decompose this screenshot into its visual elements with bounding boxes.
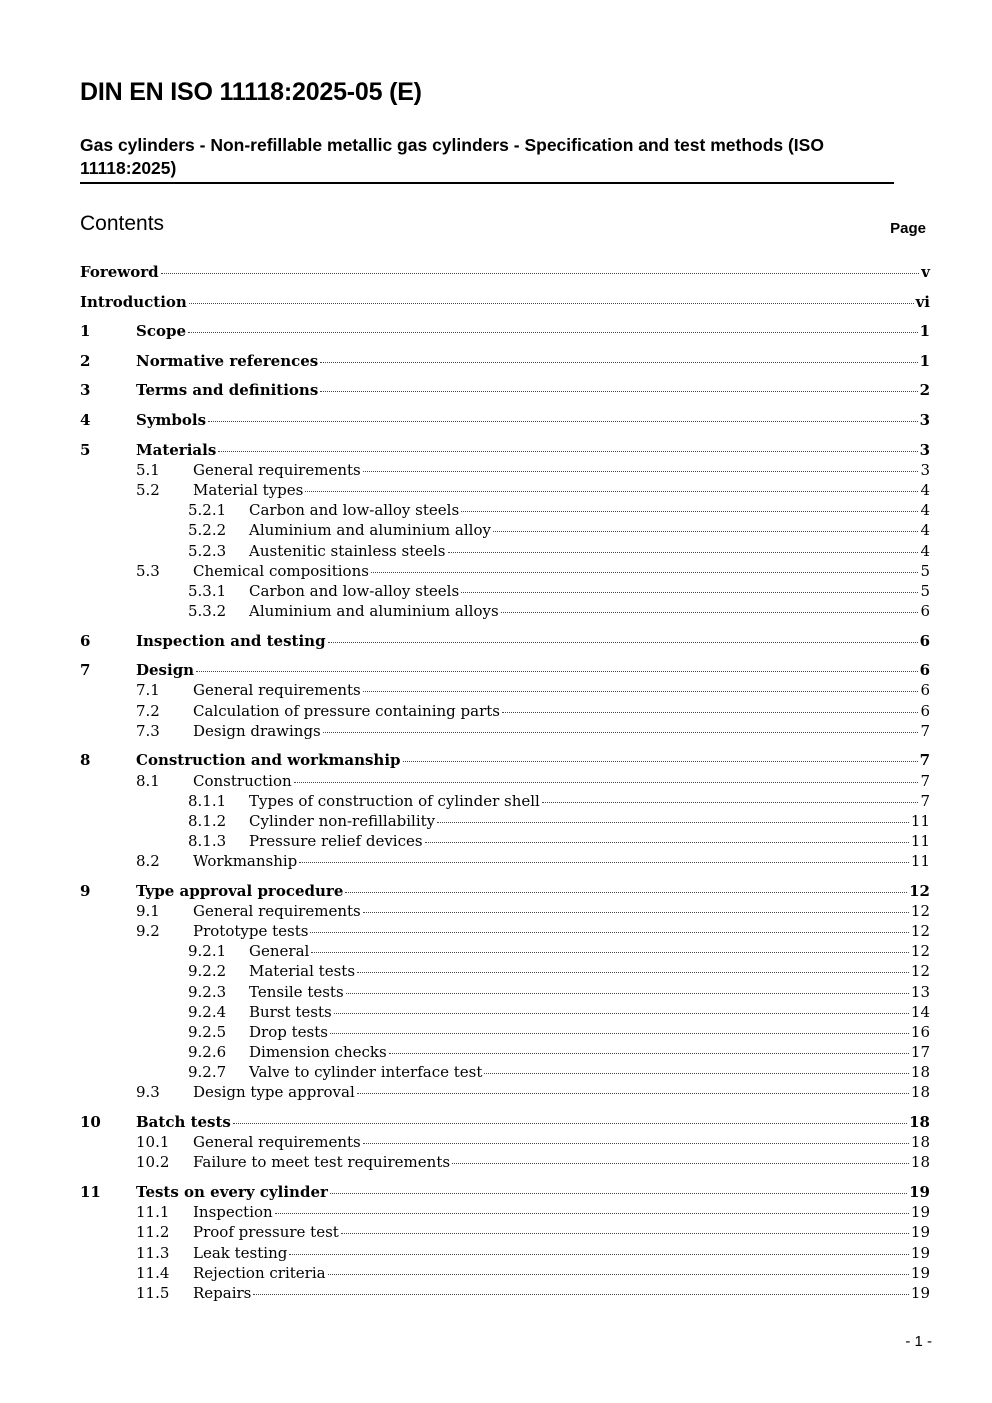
toc-entry[interactable]	[80, 1002, 930, 1024]
toc-entry-number: 5.2	[136, 481, 160, 499]
contents-heading: Contents	[80, 212, 165, 235]
toc-dot-leader	[218, 450, 917, 452]
toc-entry-page: 19	[910, 1223, 930, 1241]
toc-entry[interactable]	[80, 881, 930, 903]
toc-entry[interactable]	[80, 1182, 930, 1204]
toc-dot-leader	[357, 1092, 909, 1094]
toc-dot-leader	[461, 510, 918, 512]
toc-entry-page: 3	[919, 411, 930, 429]
toc-entry[interactable]	[80, 721, 930, 743]
toc-entry[interactable]	[80, 1132, 930, 1154]
toc-entry-number: 9.1	[136, 902, 160, 920]
toc-entry-number: 1	[80, 322, 91, 340]
toc-entry-title: Inspection and testing	[136, 632, 326, 650]
toc-entry-number: 11.5	[136, 1284, 170, 1302]
toc-entry[interactable]	[80, 410, 930, 432]
toc-dot-leader	[189, 302, 914, 304]
toc-entry-page: 5	[920, 582, 930, 600]
toc-entry[interactable]	[80, 1082, 930, 1104]
toc-entry-title: Scope	[136, 322, 187, 340]
toc-entry[interactable]	[80, 480, 930, 502]
toc-entry-title: Material types	[193, 481, 304, 499]
toc-entry-title: Drop tests	[249, 1023, 328, 1041]
toc-entry-number: 10	[80, 1113, 101, 1131]
toc-entry-page: 19	[909, 1183, 930, 1201]
toc-entry-page: 3	[920, 461, 930, 479]
toc-entry-page: 4	[920, 521, 930, 539]
toc-entry-title: Repairs	[193, 1284, 252, 1302]
toc-entry-page: 6	[919, 632, 930, 650]
toc-dot-leader	[161, 272, 920, 274]
toc-entry-title: Tests on every cylinder	[136, 1183, 328, 1201]
toc-dot-leader	[448, 551, 919, 553]
toc-entry-title: Chemical compositions	[193, 562, 369, 580]
toc-entry-title: Inspection	[193, 1203, 273, 1221]
toc-entry[interactable]	[80, 831, 930, 853]
toc-dot-leader	[294, 781, 919, 783]
toc-entry[interactable]	[80, 1202, 930, 1224]
toc-dot-leader	[484, 1072, 909, 1074]
toc-entry-page: 6	[920, 681, 930, 699]
toc-dot-leader	[425, 841, 909, 843]
toc-entry-number: 5.1	[136, 461, 160, 479]
toc-entry-title: Failure to meet test requirements	[193, 1153, 451, 1171]
toc-entry-page: 14	[910, 1003, 930, 1021]
toc-entry-page: 19	[910, 1244, 930, 1262]
toc-entry-title: Tensile tests	[249, 983, 344, 1001]
toc-dot-leader	[334, 1012, 909, 1014]
toc-entry[interactable]	[80, 771, 930, 793]
toc-entry-page: 7	[920, 772, 930, 790]
toc-entry-page: 7	[919, 751, 930, 769]
toc-entry-number: 5.2.1	[188, 501, 227, 519]
toc-entry-page: 19	[910, 1284, 930, 1302]
toc-entry[interactable]	[80, 1283, 930, 1305]
toc-entry-page: 12	[910, 902, 930, 920]
toc-entry[interactable]	[80, 1112, 930, 1134]
toc-entry-number: 3	[80, 381, 91, 399]
toc-entry-number: 9.2.6	[188, 1043, 227, 1061]
toc-dot-leader	[289, 1253, 909, 1255]
toc-entry-title: Types of construction of cylinder shell	[249, 792, 540, 810]
toc-entry-title: Design drawings	[193, 722, 321, 740]
toc-entry-page: 12	[910, 942, 930, 960]
toc-entry-title: Carbon and low-alloy steels	[249, 582, 460, 600]
toc-entry-number: 9	[80, 882, 91, 900]
toc-dot-leader	[233, 1122, 907, 1124]
toc-entry-title: Terms and definitions	[136, 381, 319, 399]
toc-entry-page: 1	[919, 352, 930, 370]
toc-entry-page: 12	[910, 962, 930, 980]
toc-entry-title: Aluminium and aluminium alloys	[249, 602, 499, 620]
toc-entry-number: 9.2.2	[188, 962, 227, 980]
toc-entry-page: 11	[910, 812, 930, 830]
toc-entry-page: 18	[909, 1113, 930, 1131]
toc-dot-leader	[328, 641, 918, 643]
toc-entry-page: 18	[910, 1083, 930, 1101]
toc-entry-number: 5.2.3	[188, 542, 227, 560]
toc-entry-title: General requirements	[193, 902, 361, 920]
toc-entry[interactable]	[80, 901, 930, 923]
toc-entry-title: Construction	[193, 772, 292, 790]
toc-dot-leader	[311, 951, 909, 953]
toc-entry[interactable]	[80, 660, 930, 682]
toc-dot-leader	[346, 992, 909, 994]
toc-entry-title: Normative references	[136, 352, 319, 370]
toc-entry-number: 5.3	[136, 562, 160, 580]
toc-dot-leader	[363, 1142, 909, 1144]
toc-entry-number: 5.3.1	[188, 582, 227, 600]
toc-dot-leader	[320, 361, 917, 363]
toc-entry-title: Prototype tests	[193, 922, 309, 940]
toc-entry-title: Burst tests	[249, 1003, 332, 1021]
toc-entry-number: 11.3	[136, 1244, 170, 1262]
toc-entry-title: Rejection criteria	[193, 1264, 326, 1282]
toc-entry[interactable]	[80, 941, 930, 963]
toc-entry-number: 7	[80, 661, 91, 679]
toc-entry[interactable]	[80, 292, 930, 314]
toc-entry[interactable]	[80, 1022, 930, 1044]
toc-dot-leader	[357, 971, 909, 973]
toc-entry-title: General requirements	[193, 681, 361, 699]
toc-entry-number: 9.2	[136, 922, 160, 940]
toc-entry-number: 7.2	[136, 702, 160, 720]
toc-entry-page: 2	[919, 381, 930, 399]
toc-dot-leader	[363, 690, 919, 692]
toc-entry-title: Type approval procedure	[136, 882, 344, 900]
toc-dot-leader	[328, 1273, 909, 1275]
toc-entry[interactable]	[80, 581, 930, 603]
toc-entry-title: Design	[136, 661, 195, 679]
toc-dot-leader	[363, 911, 909, 913]
toc-entry-page: 1	[919, 322, 930, 340]
toc-dot-leader	[196, 670, 917, 672]
toc-entry-page: 17	[910, 1043, 930, 1061]
toc-entry-number: 9.2.5	[188, 1023, 227, 1041]
toc-entry[interactable]	[80, 750, 930, 772]
toc-entry[interactable]	[80, 982, 930, 1004]
toc-entry-title: Valve to cylinder interface test	[249, 1063, 483, 1081]
toc-dot-leader	[310, 931, 908, 933]
toc-dot-leader	[323, 731, 919, 733]
toc-entry-number: 5	[80, 441, 91, 459]
toc-entry[interactable]	[80, 961, 930, 983]
toc-entry-page: vi	[915, 293, 930, 311]
toc-entry-number: 9.2.3	[188, 983, 227, 1001]
toc-entry[interactable]	[80, 520, 930, 542]
toc-dot-leader	[341, 1232, 909, 1234]
toc-entry-number: 11	[80, 1183, 101, 1201]
toc-entry-title: Pressure relief devices	[249, 832, 423, 850]
toc-entry-title: General requirements	[193, 461, 361, 479]
toc-dot-leader	[320, 390, 917, 392]
toc-entry[interactable]	[80, 500, 930, 522]
toc-dot-leader	[371, 571, 919, 573]
toc-dot-leader	[542, 801, 919, 803]
toc-entry[interactable]	[80, 262, 930, 284]
toc-entry-title: Foreword	[80, 263, 159, 281]
toc-entry-title: Proof pressure test	[193, 1223, 339, 1241]
footer-page-number: - 1 -	[905, 1333, 932, 1350]
toc-entry-title: Leak testing	[193, 1244, 288, 1262]
toc-entry[interactable]	[80, 1222, 930, 1244]
toc-entry-title: Aluminium and aluminium alloy	[249, 521, 491, 539]
toc-entry[interactable]	[80, 380, 930, 402]
toc-entry-page: 6	[920, 702, 930, 720]
toc-entry[interactable]	[80, 791, 930, 813]
document-subtitle: Gas cylinders - Non-refillable metallic gas cylinders - Specification and test methods (ISO 11118:2025)	[80, 134, 894, 184]
toc-entry-number: 11.2	[136, 1223, 170, 1241]
toc-entry-page: 7	[920, 722, 930, 740]
toc-dot-leader	[275, 1212, 909, 1214]
toc-entry-title: Carbon and low-alloy steels	[249, 501, 460, 519]
toc-dot-leader	[502, 711, 918, 713]
toc-entry-page: 12	[909, 882, 930, 900]
toc-dot-leader	[299, 861, 909, 863]
toc-entry-number: 6	[80, 632, 91, 650]
toc-entry-title: Cylinder non-refillability	[249, 812, 436, 830]
toc-entry[interactable]	[80, 631, 930, 653]
toc-entry-page: 5	[920, 562, 930, 580]
toc-dot-leader	[437, 821, 909, 823]
toc-entry-number: 9.2.4	[188, 1003, 227, 1021]
toc-entry[interactable]	[80, 561, 930, 583]
toc-entry-page: 19	[910, 1203, 930, 1221]
toc-dot-leader	[452, 1162, 909, 1164]
toc-entry[interactable]	[80, 541, 930, 563]
toc-entry-title: Construction and workmanship	[136, 751, 401, 769]
toc-entry-page: 18	[910, 1133, 930, 1151]
toc-entry-title: General	[249, 942, 310, 960]
toc-entry-title: Symbols	[136, 411, 207, 429]
toc-entry-number: 5.2.2	[188, 521, 227, 539]
toc-entry[interactable]	[80, 601, 930, 623]
toc-entry-page: 12	[910, 922, 930, 940]
toc-entry[interactable]	[80, 1042, 930, 1064]
toc-entry-page: 4	[920, 501, 930, 519]
toc-entry-number: 7.1	[136, 681, 160, 699]
toc-entry-title: Batch tests	[136, 1113, 231, 1131]
toc-entry-number: 2	[80, 352, 91, 370]
toc-dot-leader	[461, 591, 918, 593]
toc-entry-number: 10.1	[136, 1133, 170, 1151]
toc-entry-page: v	[921, 263, 930, 281]
toc-dot-leader	[345, 891, 907, 893]
toc-entry-number: 9.2.7	[188, 1063, 227, 1081]
toc-entry-number: 7.3	[136, 722, 160, 740]
toc-entry[interactable]	[80, 701, 930, 723]
toc-dot-leader	[188, 331, 918, 333]
toc-entry-number: 9.3	[136, 1083, 160, 1101]
toc-dot-leader	[253, 1293, 909, 1295]
toc-entry-page: 4	[920, 481, 930, 499]
toc-entry-number: 8.1.2	[188, 812, 227, 830]
toc-entry-page: 18	[910, 1153, 930, 1171]
toc-entry[interactable]	[80, 680, 930, 702]
toc-entry[interactable]	[80, 1152, 930, 1174]
toc-entry-title: Introduction	[80, 293, 187, 311]
toc-entry-title: Calculation of pressure containing parts	[193, 702, 500, 720]
toc-dot-leader	[363, 470, 919, 472]
toc-entry-number: 11.1	[136, 1203, 170, 1221]
toc-entry-title: Material tests	[249, 962, 356, 980]
toc-dot-leader	[208, 420, 918, 422]
document-title: DIN EN ISO 11118:2025-05 (E)	[80, 78, 422, 106]
toc-entry[interactable]	[80, 1243, 930, 1265]
toc-entry-page: 6	[920, 602, 930, 620]
toc-entry-number: 11.4	[136, 1264, 170, 1282]
toc-entry-title: Dimension checks	[249, 1043, 387, 1061]
toc-entry-title: Design type approval	[193, 1083, 355, 1101]
toc-entry-number: 4	[80, 411, 91, 429]
toc-dot-leader	[493, 530, 918, 532]
toc-entry-page: 3	[919, 441, 930, 459]
page-column-label: Page	[890, 220, 926, 237]
toc-entry-page: 11	[910, 832, 930, 850]
toc-dot-leader	[389, 1052, 909, 1054]
toc-entry-number: 5.3.2	[188, 602, 227, 620]
toc-dot-leader	[305, 490, 918, 492]
toc-entry[interactable]	[80, 440, 930, 462]
toc-dot-leader	[501, 611, 919, 613]
toc-entry-page: 11	[910, 852, 930, 870]
toc-entry[interactable]	[80, 1263, 930, 1285]
toc-entry-title: Austenitic stainless steels	[249, 542, 446, 560]
toc-dot-leader	[403, 760, 918, 762]
toc-entry-page: 4	[920, 542, 930, 560]
toc-entry-number: 8.2	[136, 852, 160, 870]
toc-entry[interactable]	[80, 851, 930, 873]
toc-entry-number: 8.1.3	[188, 832, 227, 850]
toc-entry-number: 8	[80, 751, 91, 769]
toc-entry[interactable]	[80, 460, 930, 482]
toc-entry[interactable]	[80, 811, 930, 833]
toc-entry-title: Workmanship	[193, 852, 298, 870]
toc-entry-number: 8.1.1	[188, 792, 227, 810]
toc-entry-page: 16	[910, 1023, 930, 1041]
toc-dot-leader	[330, 1192, 907, 1194]
toc-entry-page: 19	[910, 1264, 930, 1282]
toc-entry-page: 6	[919, 661, 930, 679]
toc-entry[interactable]	[80, 1062, 930, 1084]
toc-dot-leader	[330, 1032, 909, 1034]
toc-entry-page: 13	[910, 983, 930, 1001]
toc-entry-page: 7	[920, 792, 930, 810]
toc-entry[interactable]	[80, 351, 930, 373]
toc-entry-number: 10.2	[136, 1153, 170, 1171]
toc-entry-title: Materials	[136, 441, 217, 459]
toc-entry-title: General requirements	[193, 1133, 361, 1151]
toc-entry-number: 8.1	[136, 772, 160, 790]
toc-entry[interactable]	[80, 921, 930, 943]
toc-entry-number: 9.2.1	[188, 942, 227, 960]
toc-entry-page: 18	[910, 1063, 930, 1081]
toc-entry[interactable]	[80, 321, 930, 343]
